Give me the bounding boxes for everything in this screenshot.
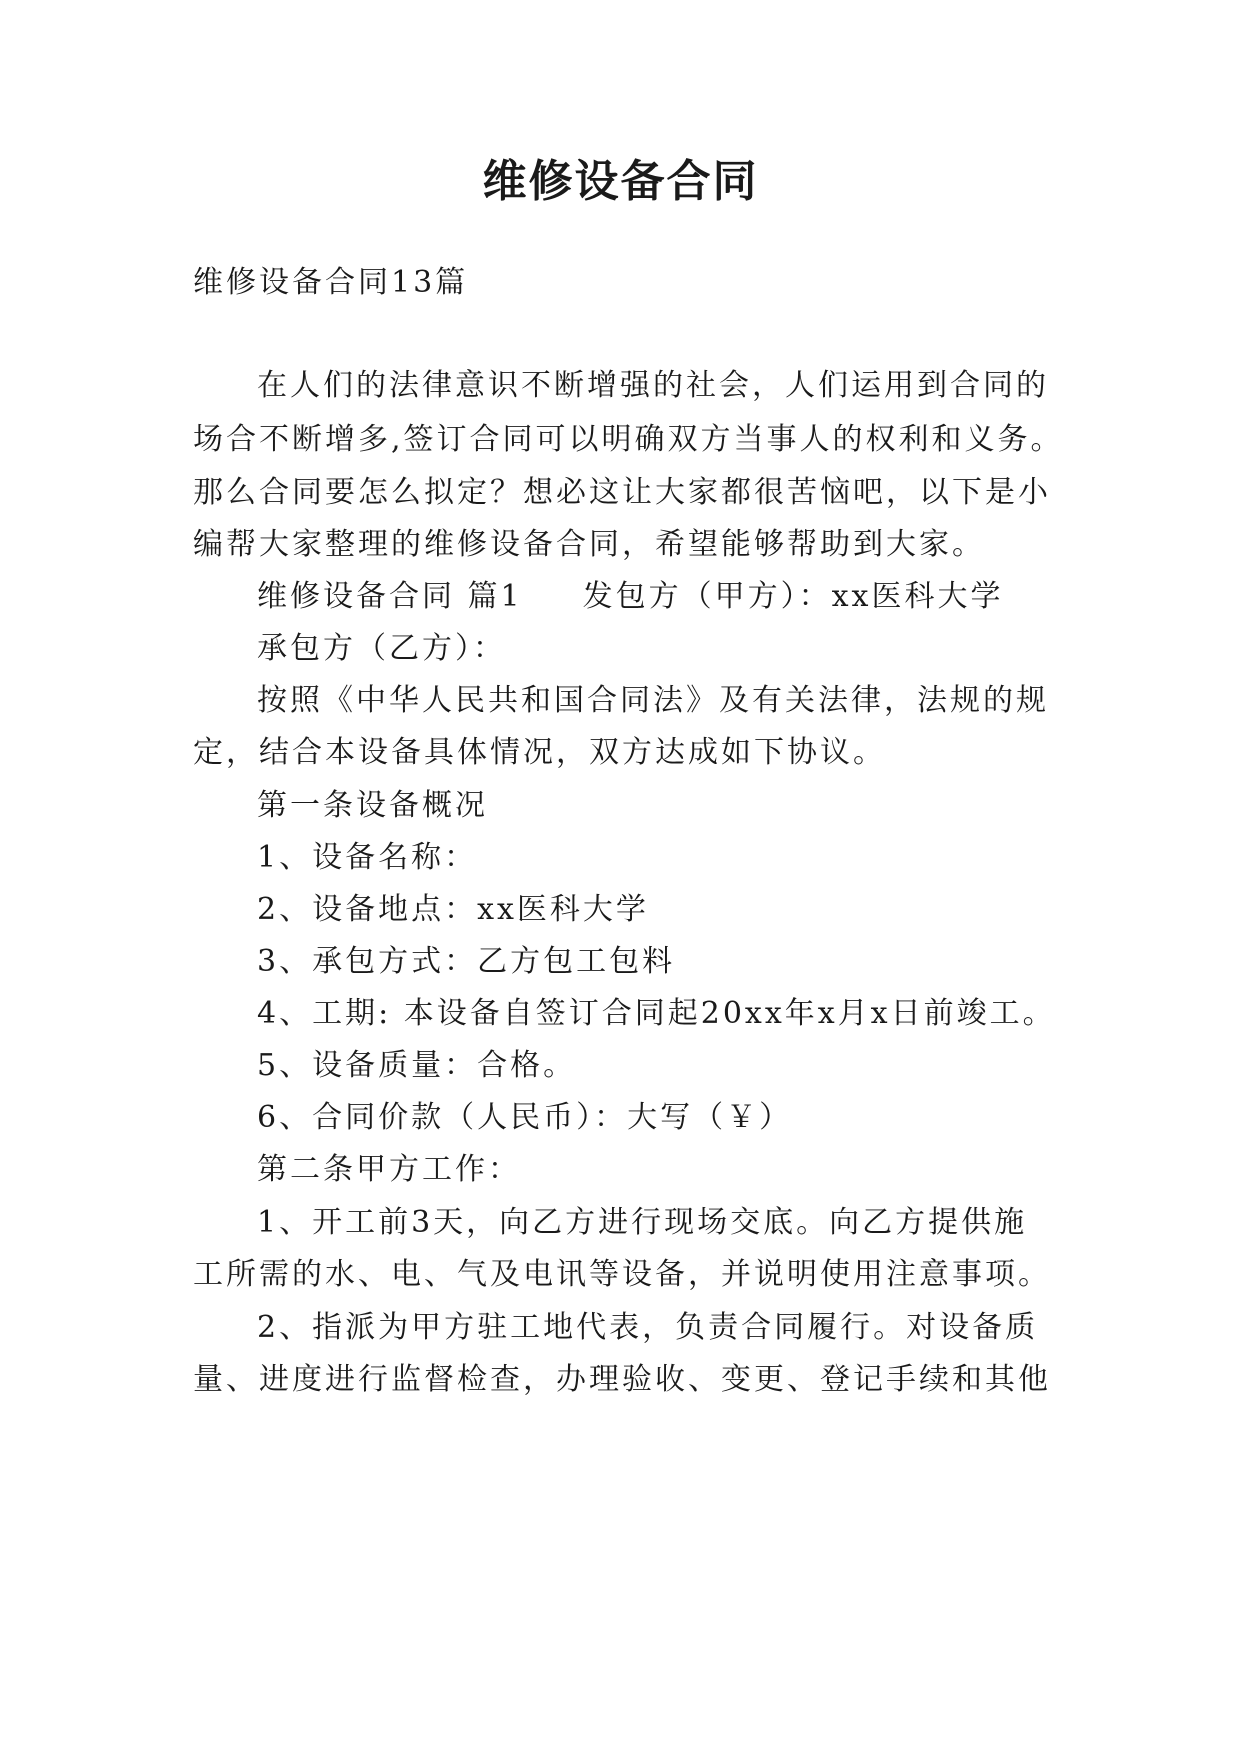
article1-item: 3、承包方式：乙方包工包料	[257, 944, 676, 979]
party-a: 发包方（甲方）：xx医科大学	[582, 579, 1004, 614]
intro-line: 那么合同要怎么拟定？想必这让大家都很苦恼吧，以下是小	[193, 475, 1051, 510]
document-title: 维修设备合同	[482, 156, 759, 207]
intro-line: 场合不断增多,签订合同可以明确双方当事人的权利和义务。	[193, 422, 1064, 457]
article1-item: 1、设备名称：	[257, 840, 478, 875]
intro-line: 编帮大家整理的维修设备合同，希望能够帮助到大家。	[193, 527, 985, 562]
section1-heading: 维修设备合同 篇1	[257, 579, 523, 614]
article1-item: 4、工期: 本设备自签订合同起20xx年x月x日前竣工。	[257, 996, 1056, 1031]
party-b: 承包方（乙方）：	[257, 631, 506, 666]
document-subtitle: 维修设备合同13篇	[193, 265, 469, 300]
section-heading-line	[257, 577, 1003, 617]
article1-item: 6、合同价款（人民币）：大写（￥）	[257, 1100, 793, 1135]
article1-item: 2、设备地点：xx医科大学	[257, 892, 649, 927]
intro-line: 在人们的法律意识不断增强的社会，人们运用到合同的	[257, 368, 1049, 403]
article2-item2-line: 2、指派为甲方驻工地代表，负责合同履行。对设备质	[257, 1310, 1039, 1345]
agreement-line: 定，结合本设备具体情况，双方达成如下协议。	[193, 735, 886, 770]
agreement-line: 按照《中华人民共和国合同法》及有关法律，法规的规	[257, 683, 1049, 718]
article2-item1-line: 1、开工前3天，向乙方进行现场交底。向乙方提供施	[257, 1205, 1028, 1240]
article2-heading: 第二条甲方工作：	[257, 1152, 521, 1187]
article1-item: 5、设备质量：合格。	[257, 1048, 577, 1083]
article2-item2-line: 量、进度进行监督检查，办理验收、变更、登记手续和其他	[193, 1362, 1051, 1397]
article2-item1-line: 工所需的水、电、气及电讯等设备，并说明使用注意事项。	[193, 1257, 1051, 1292]
article1-heading: 第一条设备概况	[257, 788, 488, 823]
